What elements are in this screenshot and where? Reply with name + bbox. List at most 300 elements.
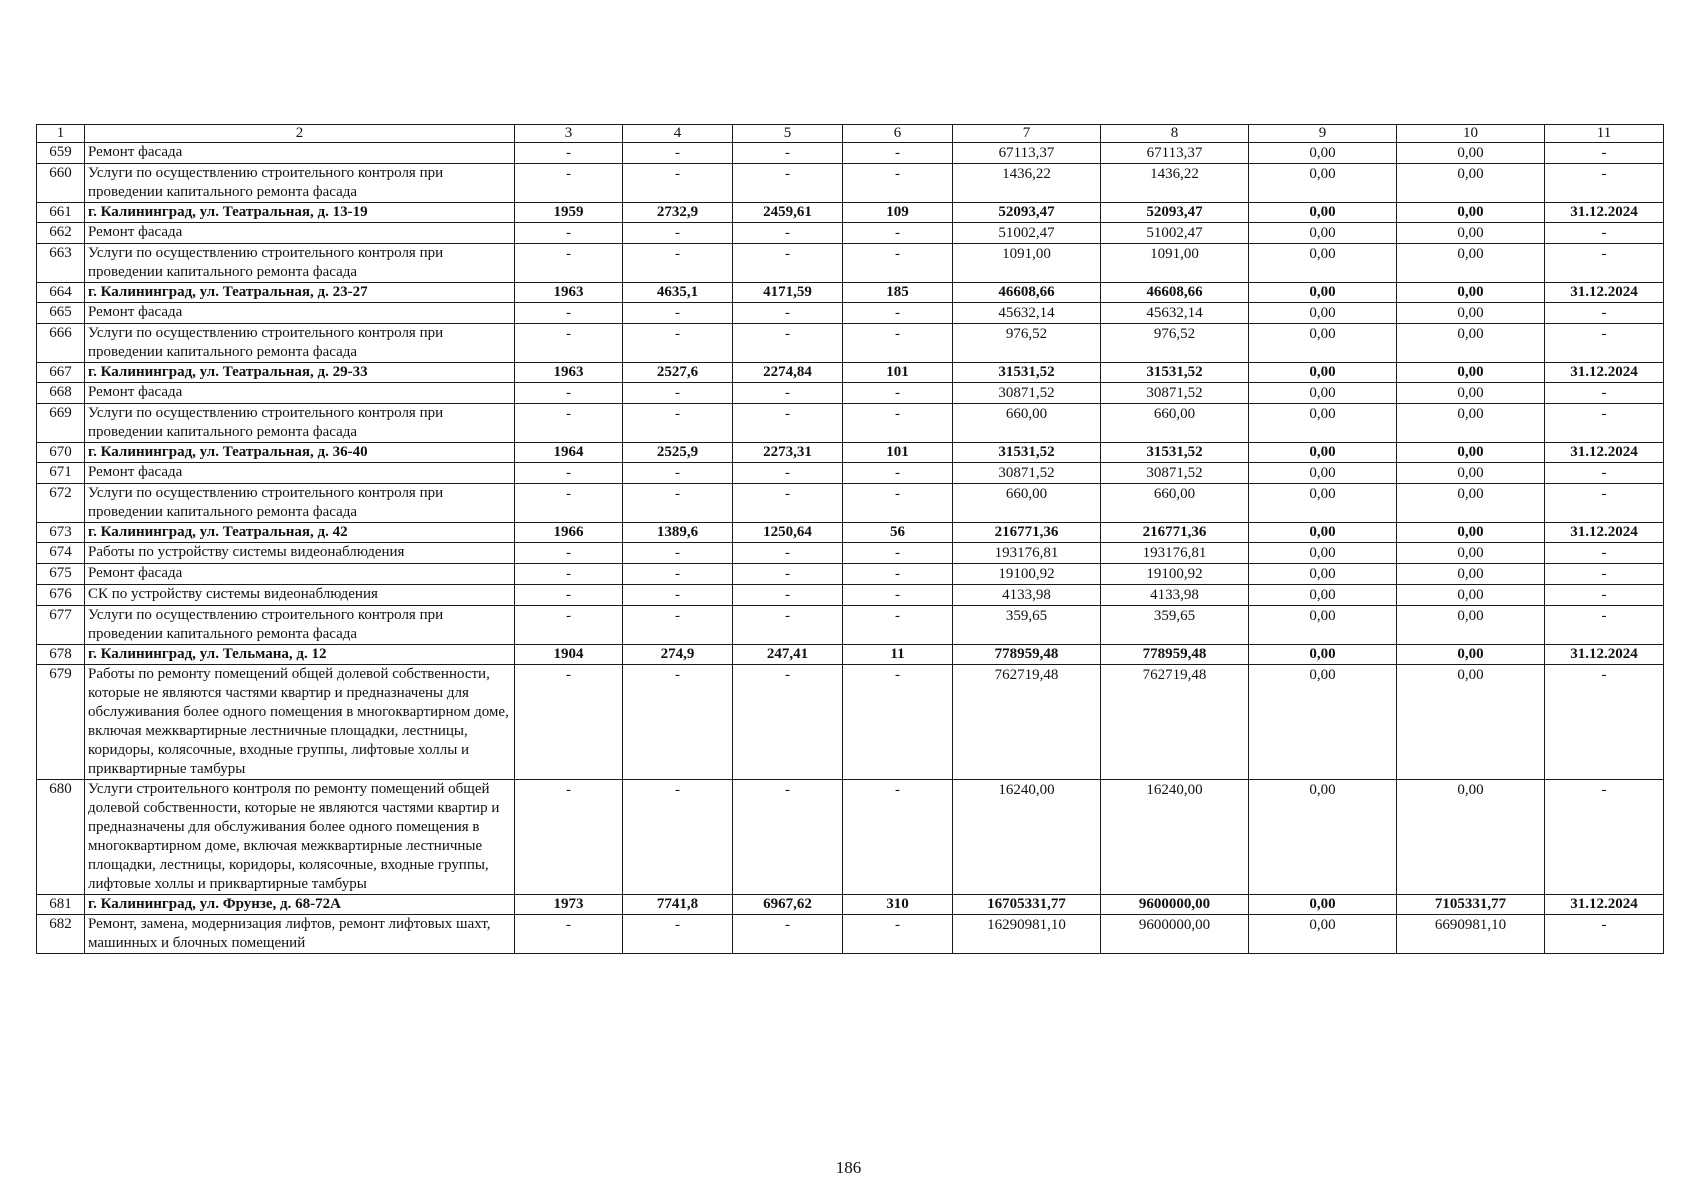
item-name-cell: г. Калининград, ул. Театральная, д. 36-40 (85, 443, 515, 463)
owners-cost-cell: 0,00 (1397, 645, 1545, 665)
total-area-cell: 2525,9 (623, 443, 733, 463)
year-cell: - (515, 223, 623, 244)
completion-date-cell: - (1545, 915, 1664, 954)
residents-cell: 56 (843, 523, 953, 543)
fund-cost-cell: 9600000,00 (1101, 915, 1249, 954)
item-name-cell: г. Калининград, ул. Тельмана, д. 12 (85, 645, 515, 665)
completion-date-cell: - (1545, 324, 1664, 363)
item-name-cell: г. Калининград, ул. Театральная, д. 29-33 (85, 363, 515, 383)
living-area-cell: - (733, 585, 843, 606)
row-number-cell: 670 (37, 443, 85, 463)
owners-cost-cell: 0,00 (1397, 585, 1545, 606)
fund-cost-cell: 778959,48 (1101, 645, 1249, 665)
column-number-header: 5 (733, 125, 843, 143)
budget-cost-cell: 0,00 (1249, 543, 1397, 564)
total-area-cell: 7741,8 (623, 895, 733, 915)
living-area-cell: 4171,59 (733, 283, 843, 303)
year-cell: - (515, 303, 623, 324)
row-number-cell: 681 (37, 895, 85, 915)
fund-cost-cell: 9600000,00 (1101, 895, 1249, 915)
year-cell: 1973 (515, 895, 623, 915)
row-number-cell: 662 (37, 223, 85, 244)
living-area-cell: - (733, 915, 843, 954)
residents-cell: - (843, 915, 953, 954)
residents-cell: - (843, 780, 953, 895)
total-area-cell: - (623, 543, 733, 564)
total-cost-cell: 31531,52 (953, 443, 1101, 463)
address-row (37, 283, 1664, 303)
living-area-cell: - (733, 606, 843, 645)
owners-cost-cell: 0,00 (1397, 780, 1545, 895)
total-cost-cell: 67113,37 (953, 143, 1101, 164)
completion-date-cell: 31.12.2024 (1545, 645, 1664, 665)
total-cost-cell: 51002,47 (953, 223, 1101, 244)
total-area-cell: 2732,9 (623, 203, 733, 223)
year-cell: - (515, 665, 623, 780)
row-number-cell: 668 (37, 383, 85, 404)
work-item-row (37, 303, 1664, 324)
completion-date-cell: - (1545, 665, 1664, 780)
row-number-cell: 676 (37, 585, 85, 606)
row-number-cell: 671 (37, 463, 85, 484)
residents-cell: - (843, 143, 953, 164)
fund-cost-cell: 16240,00 (1101, 780, 1249, 895)
column-number-header: 7 (953, 125, 1101, 143)
completion-date-cell: - (1545, 164, 1664, 203)
work-item-row (37, 383, 1664, 404)
residents-cell: 101 (843, 443, 953, 463)
total-cost-cell: 976,52 (953, 324, 1101, 363)
owners-cost-cell: 0,00 (1397, 363, 1545, 383)
completion-date-cell: - (1545, 606, 1664, 645)
budget-cost-cell: 0,00 (1249, 484, 1397, 523)
budget-cost-cell: 0,00 (1249, 143, 1397, 164)
residents-cell: - (843, 463, 953, 484)
living-area-cell: 6967,62 (733, 895, 843, 915)
total-area-cell: - (623, 780, 733, 895)
column-number-header: 2 (85, 125, 515, 143)
year-cell: - (515, 164, 623, 203)
total-area-cell: 4635,1 (623, 283, 733, 303)
living-area-cell: 2459,61 (733, 203, 843, 223)
total-cost-cell: 46608,66 (953, 283, 1101, 303)
owners-cost-cell: 0,00 (1397, 203, 1545, 223)
total-cost-cell: 52093,47 (953, 203, 1101, 223)
item-name-cell: Услуги по осуществлению строительного контроля при проведении капитального ремонта фасада (85, 606, 515, 645)
address-row (37, 203, 1664, 223)
total-cost-cell: 216771,36 (953, 523, 1101, 543)
work-item-row (37, 324, 1664, 363)
total-area-cell: - (623, 244, 733, 283)
completion-date-cell: 31.12.2024 (1545, 203, 1664, 223)
total-area-cell: 274,9 (623, 645, 733, 665)
total-area-cell: - (623, 303, 733, 324)
work-item-row (37, 585, 1664, 606)
completion-date-cell: - (1545, 223, 1664, 244)
year-cell: 1964 (515, 443, 623, 463)
residents-cell: - (843, 324, 953, 363)
living-area-cell: 2273,31 (733, 443, 843, 463)
total-cost-cell: 31531,52 (953, 363, 1101, 383)
residents-cell: - (843, 606, 953, 645)
completion-date-cell: 31.12.2024 (1545, 363, 1664, 383)
fund-cost-cell: 52093,47 (1101, 203, 1249, 223)
completion-date-cell: - (1545, 383, 1664, 404)
budget-cost-cell: 0,00 (1249, 645, 1397, 665)
budget-cost-cell: 0,00 (1249, 324, 1397, 363)
page-number: 186 (835, 1158, 862, 1177)
item-name-cell: г. Калининград, ул. Фрунзе, д. 68-72А (85, 895, 515, 915)
fund-cost-cell: 45632,14 (1101, 303, 1249, 324)
owners-cost-cell: 0,00 (1397, 164, 1545, 203)
item-name-cell: г. Калининград, ул. Театральная, д. 13-19 (85, 203, 515, 223)
living-area-cell: - (733, 303, 843, 324)
fund-cost-cell: 216771,36 (1101, 523, 1249, 543)
year-cell: - (515, 463, 623, 484)
total-area-cell: - (623, 606, 733, 645)
year-cell: 1963 (515, 363, 623, 383)
item-name-cell: Работы по ремонту помещений общей долевой собственности, которые не являются частями квартир и предназначены для обслуживания более одного помещения в многоквартирном доме, включая межквартирные лестничные площадки, лестницы, коридоры, колясочные, входные группы, лифтовые холлы и приквартирные тамбуры (85, 665, 515, 780)
completion-date-cell: - (1545, 463, 1664, 484)
total-cost-cell: 359,65 (953, 606, 1101, 645)
residents-cell: 101 (843, 363, 953, 383)
row-number-cell: 659 (37, 143, 85, 164)
fund-cost-cell: 193176,81 (1101, 543, 1249, 564)
address-row (37, 645, 1664, 665)
fund-cost-cell: 1091,00 (1101, 244, 1249, 283)
owners-cost-cell: 0,00 (1397, 484, 1545, 523)
living-area-cell: - (733, 383, 843, 404)
budget-cost-cell: 0,00 (1249, 443, 1397, 463)
total-cost-cell: 16240,00 (953, 780, 1101, 895)
completion-date-cell: 31.12.2024 (1545, 895, 1664, 915)
total-area-cell: - (623, 223, 733, 244)
row-number-cell: 664 (37, 283, 85, 303)
work-item-row (37, 244, 1664, 283)
living-area-cell: 1250,64 (733, 523, 843, 543)
living-area-cell: - (733, 780, 843, 895)
total-area-cell: - (623, 665, 733, 780)
total-cost-cell: 4133,98 (953, 585, 1101, 606)
year-cell: - (515, 585, 623, 606)
owners-cost-cell: 0,00 (1397, 564, 1545, 585)
column-number-header: 9 (1249, 125, 1397, 143)
item-name-cell: г. Калининград, ул. Театральная, д. 23-27 (85, 283, 515, 303)
total-cost-cell: 45632,14 (953, 303, 1101, 324)
budget-cost-cell: 0,00 (1249, 523, 1397, 543)
year-cell: - (515, 564, 623, 585)
owners-cost-cell: 0,00 (1397, 443, 1545, 463)
item-name-cell: Работы по устройству системы видеонаблюдения (85, 543, 515, 564)
living-area-cell: - (733, 223, 843, 244)
budget-cost-cell: 0,00 (1249, 244, 1397, 283)
living-area-cell: - (733, 324, 843, 363)
column-number-header: 6 (843, 125, 953, 143)
residents-cell: - (843, 223, 953, 244)
column-number-header: 1 (37, 125, 85, 143)
residents-cell: 310 (843, 895, 953, 915)
table-body (37, 125, 1664, 954)
item-name-cell: Услуги по осуществлению строительного контроля при проведении капитального ремонта фасада (85, 404, 515, 443)
completion-date-cell: - (1545, 143, 1664, 164)
total-area-cell: - (623, 324, 733, 363)
row-number-cell: 675 (37, 564, 85, 585)
living-area-cell: - (733, 164, 843, 203)
budget-cost-cell: 0,00 (1249, 780, 1397, 895)
total-cost-cell: 19100,92 (953, 564, 1101, 585)
work-item-row (37, 404, 1664, 443)
column-number-header: 8 (1101, 125, 1249, 143)
total-cost-cell: 1091,00 (953, 244, 1101, 283)
completion-date-cell: - (1545, 564, 1664, 585)
work-item-row (37, 164, 1664, 203)
fund-cost-cell: 660,00 (1101, 404, 1249, 443)
fund-cost-cell: 976,52 (1101, 324, 1249, 363)
row-number-cell: 679 (37, 665, 85, 780)
owners-cost-cell: 0,00 (1397, 383, 1545, 404)
total-cost-cell: 762719,48 (953, 665, 1101, 780)
year-cell: - (515, 543, 623, 564)
total-cost-cell: 660,00 (953, 484, 1101, 523)
row-number-cell: 667 (37, 363, 85, 383)
residents-cell: - (843, 164, 953, 203)
living-area-cell: - (733, 244, 843, 283)
item-name-cell: Ремонт фасада (85, 303, 515, 324)
residents-cell: - (843, 665, 953, 780)
total-area-cell: - (623, 404, 733, 443)
year-cell: - (515, 780, 623, 895)
budget-cost-cell: 0,00 (1249, 223, 1397, 244)
year-cell: - (515, 324, 623, 363)
residents-cell: 109 (843, 203, 953, 223)
year-cell: - (515, 484, 623, 523)
completion-date-cell: - (1545, 244, 1664, 283)
owners-cost-cell: 0,00 (1397, 404, 1545, 443)
budget-cost-cell: 0,00 (1249, 303, 1397, 324)
residents-cell: - (843, 303, 953, 324)
item-name-cell: г. Калининград, ул. Театральная, д. 42 (85, 523, 515, 543)
row-number-cell: 674 (37, 543, 85, 564)
total-cost-cell: 778959,48 (953, 645, 1101, 665)
total-area-cell: - (623, 383, 733, 404)
work-item-row (37, 463, 1664, 484)
row-number-cell: 678 (37, 645, 85, 665)
table-header-row (37, 125, 1664, 143)
living-area-cell: 2274,84 (733, 363, 843, 383)
row-number-cell: 680 (37, 780, 85, 895)
fund-cost-cell: 67113,37 (1101, 143, 1249, 164)
budget-cost-cell: 0,00 (1249, 203, 1397, 223)
owners-cost-cell: 0,00 (1397, 143, 1545, 164)
owners-cost-cell: 7105331,77 (1397, 895, 1545, 915)
completion-date-cell: 31.12.2024 (1545, 283, 1664, 303)
item-name-cell: Услуги по осуществлению строительного контроля при проведении капитального ремонта фасада (85, 324, 515, 363)
owners-cost-cell: 0,00 (1397, 223, 1545, 244)
budget-cost-cell: 0,00 (1249, 283, 1397, 303)
residents-cell: 185 (843, 283, 953, 303)
residents-cell: - (843, 244, 953, 283)
residents-cell: - (843, 484, 953, 523)
owners-cost-cell: 0,00 (1397, 665, 1545, 780)
budget-cost-cell: 0,00 (1249, 363, 1397, 383)
total-area-cell: 1389,6 (623, 523, 733, 543)
owners-cost-cell: 0,00 (1397, 303, 1545, 324)
total-cost-cell: 16290981,10 (953, 915, 1101, 954)
fund-cost-cell: 30871,52 (1101, 383, 1249, 404)
row-number-cell: 665 (37, 303, 85, 324)
owners-cost-cell: 0,00 (1397, 606, 1545, 645)
residents-cell: - (843, 564, 953, 585)
living-area-cell: - (733, 564, 843, 585)
owners-cost-cell: 0,00 (1397, 324, 1545, 363)
fund-cost-cell: 30871,52 (1101, 463, 1249, 484)
row-number-cell: 677 (37, 606, 85, 645)
living-area-cell: - (733, 484, 843, 523)
work-item-row (37, 780, 1664, 895)
residents-cell: - (843, 543, 953, 564)
row-number-cell: 666 (37, 324, 85, 363)
living-area-cell: - (733, 404, 843, 443)
item-name-cell: СК по устройству системы видеонаблюдения (85, 585, 515, 606)
row-number-cell: 663 (37, 244, 85, 283)
total-area-cell: - (623, 564, 733, 585)
living-area-cell: - (733, 665, 843, 780)
year-cell: - (515, 606, 623, 645)
row-number-cell: 682 (37, 915, 85, 954)
column-number-header: 10 (1397, 125, 1545, 143)
year-cell: - (515, 915, 623, 954)
completion-date-cell: - (1545, 484, 1664, 523)
budget-cost-cell: 0,00 (1249, 915, 1397, 954)
work-item-row (37, 564, 1664, 585)
item-name-cell: Ремонт фасада (85, 564, 515, 585)
total-cost-cell: 16705331,77 (953, 895, 1101, 915)
budget-cost-cell: 0,00 (1249, 895, 1397, 915)
column-number-header: 11 (1545, 125, 1664, 143)
work-item-row (37, 484, 1664, 523)
total-cost-cell: 193176,81 (953, 543, 1101, 564)
total-cost-cell: 30871,52 (953, 383, 1101, 404)
residents-cell: - (843, 585, 953, 606)
item-name-cell: Услуги по осуществлению строительного контроля при проведении капитального ремонта фасада (85, 164, 515, 203)
budget-cost-cell: 0,00 (1249, 585, 1397, 606)
work-item-row (37, 223, 1664, 244)
work-item-row (37, 543, 1664, 564)
owners-cost-cell: 0,00 (1397, 543, 1545, 564)
total-area-cell: - (623, 585, 733, 606)
budget-cost-cell: 0,00 (1249, 564, 1397, 585)
address-row (37, 895, 1664, 915)
total-area-cell: 2527,6 (623, 363, 733, 383)
owners-cost-cell: 0,00 (1397, 463, 1545, 484)
budget-cost-cell: 0,00 (1249, 164, 1397, 203)
data-table (36, 124, 1664, 954)
year-cell: 1966 (515, 523, 623, 543)
owners-cost-cell: 6690981,10 (1397, 915, 1545, 954)
fund-cost-cell: 31531,52 (1101, 443, 1249, 463)
item-name-cell: Услуги по осуществлению строительного контроля при проведении капитального ремонта фасада (85, 484, 515, 523)
total-area-cell: - (623, 915, 733, 954)
item-name-cell: Услуги по осуществлению строительного контроля при проведении капитального ремонта фасада (85, 244, 515, 283)
address-row (37, 443, 1664, 463)
total-cost-cell: 660,00 (953, 404, 1101, 443)
fund-cost-cell: 51002,47 (1101, 223, 1249, 244)
row-number-cell: 661 (37, 203, 85, 223)
total-cost-cell: 1436,22 (953, 164, 1101, 203)
item-name-cell: Ремонт фасада (85, 223, 515, 244)
total-area-cell: - (623, 484, 733, 523)
item-name-cell: Услуги строительного контроля по ремонту помещений общей долевой собственности, которые не являются частями квартир и предназначены для обслуживания более одного помещения в многоквартирном доме, включая межквартирные лестничные площадки, лестницы, коридоры, колясочные, входные группы, лифтовые холлы и приквартирные тамбуры (85, 780, 515, 895)
item-name-cell: Ремонт фасада (85, 143, 515, 164)
column-number-header: 3 (515, 125, 623, 143)
row-number-cell: 672 (37, 484, 85, 523)
living-area-cell: - (733, 543, 843, 564)
owners-cost-cell: 0,00 (1397, 244, 1545, 283)
item-name-cell: Ремонт фасада (85, 463, 515, 484)
row-number-cell: 669 (37, 404, 85, 443)
completion-date-cell: 31.12.2024 (1545, 523, 1664, 543)
work-item-row (37, 606, 1664, 645)
total-cost-cell: 30871,52 (953, 463, 1101, 484)
fund-cost-cell: 31531,52 (1101, 363, 1249, 383)
living-area-cell: 247,41 (733, 645, 843, 665)
completion-date-cell: - (1545, 543, 1664, 564)
completion-date-cell: 31.12.2024 (1545, 443, 1664, 463)
year-cell: 1963 (515, 283, 623, 303)
row-number-cell: 660 (37, 164, 85, 203)
budget-cost-cell: 0,00 (1249, 606, 1397, 645)
fund-cost-cell: 660,00 (1101, 484, 1249, 523)
year-cell: 1904 (515, 645, 623, 665)
work-item-row (37, 143, 1664, 164)
fund-cost-cell: 1436,22 (1101, 164, 1249, 203)
budget-cost-cell: 0,00 (1249, 404, 1397, 443)
address-row (37, 523, 1664, 543)
living-area-cell: - (733, 463, 843, 484)
total-area-cell: - (623, 463, 733, 484)
fund-cost-cell: 19100,92 (1101, 564, 1249, 585)
completion-date-cell: - (1545, 780, 1664, 895)
fund-cost-cell: 762719,48 (1101, 665, 1249, 780)
fund-cost-cell: 4133,98 (1101, 585, 1249, 606)
address-row (37, 363, 1664, 383)
year-cell: - (515, 383, 623, 404)
living-area-cell: - (733, 143, 843, 164)
total-area-cell: - (623, 164, 733, 203)
residents-cell: - (843, 383, 953, 404)
owners-cost-cell: 0,00 (1397, 523, 1545, 543)
year-cell: - (515, 404, 623, 443)
year-cell: - (515, 143, 623, 164)
fund-cost-cell: 46608,66 (1101, 283, 1249, 303)
item-name-cell: Ремонт фасада (85, 383, 515, 404)
completion-date-cell: - (1545, 303, 1664, 324)
completion-date-cell: - (1545, 404, 1664, 443)
work-item-row (37, 915, 1664, 954)
budget-cost-cell: 0,00 (1249, 665, 1397, 780)
column-number-header: 4 (623, 125, 733, 143)
completion-date-cell: - (1545, 585, 1664, 606)
item-name-cell: Ремонт, замена, модернизация лифтов, ремонт лифтовых шахт, машинных и блочных помещений (85, 915, 515, 954)
row-number-cell: 673 (37, 523, 85, 543)
fund-cost-cell: 359,65 (1101, 606, 1249, 645)
year-cell: - (515, 244, 623, 283)
total-area-cell: - (623, 143, 733, 164)
year-cell: 1959 (515, 203, 623, 223)
residents-cell: 11 (843, 645, 953, 665)
residents-cell: - (843, 404, 953, 443)
owners-cost-cell: 0,00 (1397, 283, 1545, 303)
